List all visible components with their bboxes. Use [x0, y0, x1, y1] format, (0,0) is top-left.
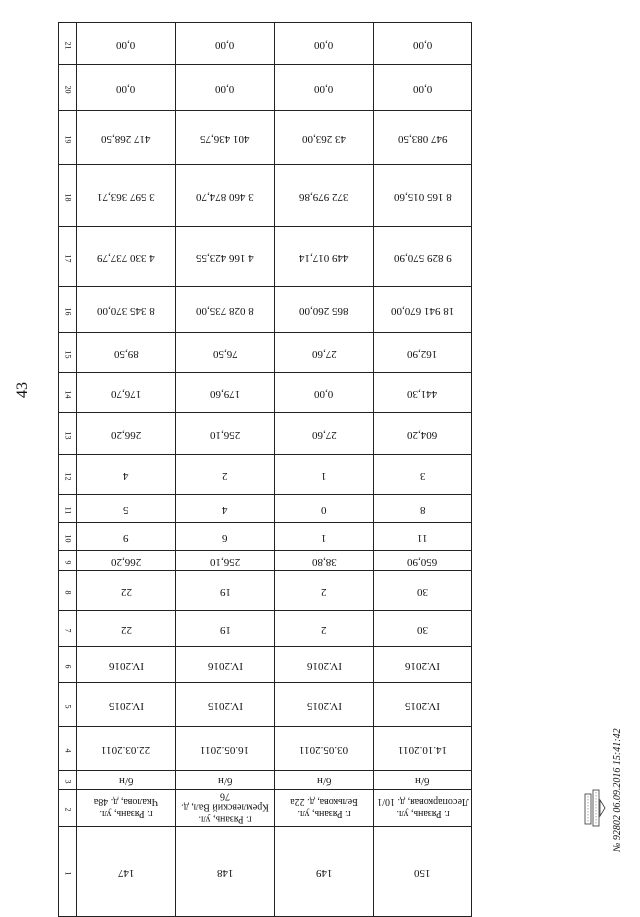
cell-value: IV.2015 — [207, 699, 243, 712]
table-cell — [374, 373, 472, 413]
column-number-cell — [59, 790, 77, 827]
cell-value: 2 — [321, 623, 327, 636]
table-cell — [77, 373, 176, 413]
cell-value: 22 — [120, 585, 132, 598]
table-cell — [275, 683, 374, 727]
table-cell — [275, 827, 374, 917]
cell-value: IV.2016 — [207, 659, 243, 672]
column-number-cell — [59, 413, 77, 455]
column-number: 13 — [63, 431, 72, 439]
column-number-cell — [59, 111, 77, 165]
table-row — [59, 23, 472, 65]
table-row — [59, 455, 472, 495]
cell-value: 4 330 737,79 — [97, 251, 155, 264]
table-cell — [77, 727, 176, 771]
table-cell — [176, 647, 275, 683]
table-cell — [275, 523, 374, 551]
table-row — [59, 111, 472, 165]
cell-value: 9 829 570,90 — [393, 251, 452, 264]
cell-value: IV.2015 — [108, 699, 144, 712]
table-cell — [77, 287, 176, 333]
table-cell — [275, 571, 374, 611]
table-cell — [275, 227, 374, 287]
cell-value: 865 260,00 — [299, 304, 349, 317]
table-cell — [77, 551, 176, 571]
table-row — [59, 165, 472, 227]
table-row — [59, 65, 472, 111]
cell-value: 256,10 — [209, 555, 241, 568]
cell-value: 18 941 670,00 — [390, 304, 455, 317]
table-cell — [275, 413, 374, 455]
column-number-cell — [59, 611, 77, 647]
table-cell — [275, 333, 374, 373]
cell-value: 947 083,50 — [397, 132, 448, 145]
table-cell — [176, 827, 275, 917]
cell-value: б/н — [118, 775, 134, 788]
table-row — [59, 771, 472, 790]
cell-value: 0,00 — [116, 38, 136, 51]
cell-value: 76,50 — [212, 347, 238, 360]
cell-value: 441,30 — [407, 387, 438, 400]
cell-value: 604,20 — [407, 428, 438, 441]
cell-value: 266,20 — [110, 555, 142, 568]
cell-value: 3 460 874,70 — [196, 190, 254, 203]
cell-value: 22.03.2011 — [101, 743, 151, 756]
column-number: 8 — [63, 590, 72, 594]
table-row — [59, 495, 472, 523]
column-number: 18 — [63, 193, 72, 201]
column-number: 3 — [63, 779, 72, 784]
column-number: 1 — [63, 871, 72, 875]
column-number-cell — [59, 771, 77, 790]
table-row — [59, 227, 472, 287]
cell-value: 14.10.2011 — [397, 743, 448, 756]
cell-value: 89,50 — [113, 347, 139, 360]
table-cell — [77, 523, 176, 551]
cell-value: 5 — [123, 503, 129, 516]
column-number: 10 — [63, 534, 72, 542]
cell-value: 27,60 — [311, 347, 337, 360]
table-cell — [374, 727, 472, 771]
table-cell — [275, 647, 374, 683]
column-number: 15 — [63, 350, 72, 358]
column-number: 16 — [63, 307, 72, 315]
table-cell — [77, 165, 176, 227]
cell-value: 4 — [222, 503, 228, 516]
table-cell — [275, 551, 374, 571]
cell-value: 0 — [321, 503, 327, 516]
table-cell — [176, 495, 275, 523]
table-cell — [77, 227, 176, 287]
table-row — [59, 683, 472, 727]
table-cell — [176, 551, 275, 571]
column-number: 19 — [63, 135, 72, 143]
table-row — [59, 611, 472, 647]
page-number: 43 — [14, 382, 31, 398]
table-cell — [77, 571, 176, 611]
column-number: 4 — [63, 748, 72, 752]
column-number: 11 — [62, 506, 72, 514]
address-text: г. Рязань, ул. Белькова, д. 22а — [290, 796, 358, 819]
cell-value: 0,00 — [116, 82, 136, 95]
cell-value: б/н — [415, 775, 430, 788]
cell-value: 11 — [417, 531, 428, 544]
cell-value: 8 — [419, 503, 426, 516]
table-cell — [176, 227, 275, 287]
table-row — [59, 523, 472, 551]
table-row — [59, 571, 472, 611]
cell-value: 1 — [321, 469, 327, 482]
table-row — [59, 827, 472, 917]
table-cell — [374, 571, 472, 611]
table-cell — [77, 647, 176, 683]
cell-value: 162,90 — [407, 347, 438, 360]
table-cell — [176, 287, 275, 333]
cell-value: IV.2015 — [405, 699, 440, 712]
cell-value: 650,90 — [407, 555, 438, 568]
table-cell — [176, 771, 275, 790]
table-cell — [77, 23, 176, 65]
cell-value: 0,00 — [412, 82, 433, 95]
cell-value: 2 — [222, 469, 228, 482]
cell-value: IV.2016 — [306, 659, 342, 672]
cell-value: 1 — [321, 531, 327, 544]
table-cell — [275, 495, 374, 523]
table-cell — [374, 23, 472, 65]
column-number-cell — [59, 455, 77, 495]
table-row — [59, 287, 472, 333]
table-row — [59, 413, 472, 455]
table-cell — [275, 771, 374, 790]
table-row — [59, 373, 472, 413]
cell-value: 8 345 370,00 — [97, 304, 155, 317]
table-cell — [275, 165, 374, 227]
table-cell — [275, 23, 374, 65]
table-cell — [275, 790, 374, 827]
cell-value: 4 166 423,55 — [196, 251, 254, 264]
cell-value: 43 263,00 — [302, 132, 346, 145]
table-cell — [77, 111, 176, 165]
column-number-cell — [59, 647, 77, 683]
cell-value: б/н — [316, 775, 332, 788]
column-number-cell — [59, 333, 77, 373]
column-number: 20 — [63, 85, 72, 93]
column-number-cell — [59, 571, 77, 611]
cell-value: 179,60 — [209, 387, 241, 400]
column-number-cell — [59, 523, 77, 551]
table-cell — [176, 333, 275, 373]
table-cell — [176, 373, 275, 413]
cell-value: 372 979,86 — [299, 190, 349, 203]
cell-value: б/н — [217, 775, 233, 788]
table-cell — [275, 65, 374, 111]
table-cell — [374, 165, 472, 227]
registry-stamp-text: № 92802 06.09.2016 15:41:42 — [612, 728, 623, 852]
table-cell — [176, 23, 275, 65]
table-cell — [374, 647, 472, 683]
column-number: 17 — [63, 254, 72, 262]
stamp-icon — [583, 786, 607, 830]
table-cell — [374, 111, 472, 165]
cell-value: 256,10 — [209, 428, 241, 441]
table-cell — [374, 333, 472, 373]
table-cell — [374, 65, 472, 111]
table-cell — [374, 611, 472, 647]
cell-value: 8 028 735,00 — [196, 304, 254, 317]
address-text: г. Рязань, ул. Кремлевский Вал, д. 76 — [181, 790, 269, 825]
cell-value: IV.2016 — [108, 659, 144, 672]
cell-value: IV.2016 — [405, 659, 440, 672]
column-number-cell — [59, 23, 77, 65]
cell-value: IV.2015 — [306, 699, 342, 712]
column-number-cell — [59, 227, 77, 287]
cell-value: 9 — [123, 531, 129, 544]
table-row — [59, 647, 472, 683]
table-cell — [176, 683, 275, 727]
table-cell — [374, 523, 472, 551]
cell-value: 30 — [417, 623, 428, 636]
cell-value: 449 017,14 — [299, 251, 349, 264]
column-number: 7 — [63, 628, 72, 632]
table-cell — [176, 571, 275, 611]
record-id: 147 — [117, 866, 135, 879]
table-cell — [176, 727, 275, 771]
table-cell — [275, 287, 374, 333]
column-number: 2 — [63, 807, 72, 812]
table-cell — [275, 111, 374, 165]
cell-value: 0,00 — [215, 82, 235, 95]
table-cell — [176, 165, 275, 227]
table-cell — [374, 413, 472, 455]
table-cell — [77, 333, 176, 373]
column-number-cell — [59, 373, 77, 413]
table-cell — [275, 611, 374, 647]
column-number: 6 — [63, 664, 72, 668]
record-id: 150 — [414, 866, 431, 879]
data-table — [58, 22, 472, 917]
table-cell — [374, 790, 472, 827]
cell-value: 2 — [321, 585, 327, 598]
address-text: г. Рязань, ул. Чкалова, д. 48а — [93, 796, 159, 819]
column-number-cell — [59, 551, 77, 571]
cell-value: 4 — [123, 469, 129, 482]
table-cell — [374, 683, 472, 727]
table-row — [59, 727, 472, 771]
cell-value: 266,20 — [110, 428, 142, 441]
table-cell — [77, 495, 176, 523]
cell-value: 8 165 015,60 — [393, 190, 452, 203]
record-id: 149 — [315, 866, 333, 879]
table-cell — [275, 455, 374, 495]
table-cell — [374, 227, 472, 287]
cell-value: 6 — [222, 531, 228, 544]
table-cell — [77, 455, 176, 495]
cell-value: 30 — [417, 585, 428, 598]
column-number-cell — [59, 727, 77, 771]
table-cell — [176, 65, 275, 111]
table-cell — [176, 111, 275, 165]
column-number-cell — [59, 65, 77, 111]
table-cell — [374, 287, 472, 333]
cell-value: 176,70 — [110, 387, 142, 400]
cell-value: 27,60 — [311, 428, 337, 441]
table-cell — [176, 790, 275, 827]
cell-value: 3 — [419, 469, 426, 482]
table-cell — [77, 790, 176, 827]
cell-value: 19 — [219, 623, 231, 636]
column-number-cell — [59, 495, 77, 523]
table-cell — [176, 413, 275, 455]
table-cell — [275, 373, 374, 413]
column-number-cell — [59, 827, 77, 917]
table-cell — [275, 727, 374, 771]
column-number-cell — [59, 165, 77, 227]
column-number: 5 — [63, 704, 72, 708]
table-row — [59, 333, 472, 373]
column-number-cell — [59, 683, 77, 727]
cell-value: 19 — [219, 585, 231, 598]
column-number-cell — [59, 287, 77, 333]
table-cell — [374, 827, 472, 917]
cell-value: 16.05.2011 — [200, 743, 250, 756]
cell-value: 03.05.2011 — [299, 743, 349, 756]
table-cell — [176, 455, 275, 495]
cell-value: 401 436,75 — [200, 132, 250, 145]
table-row — [59, 551, 472, 571]
table-cell — [77, 611, 176, 647]
table-cell — [77, 413, 176, 455]
table-cell — [374, 551, 472, 571]
cell-value: 0,00 — [314, 387, 334, 400]
cell-value: 0,00 — [314, 82, 334, 95]
cell-value: 3 597 363,71 — [97, 190, 155, 203]
table-cell — [374, 495, 472, 523]
cell-value: 38,80 — [311, 555, 337, 568]
record-id: 148 — [216, 866, 234, 879]
table-cell — [176, 523, 275, 551]
table-cell — [374, 771, 472, 790]
cell-value: 0,00 — [412, 38, 433, 51]
cell-value: 22 — [120, 623, 132, 636]
cell-value: 417 268,50 — [101, 132, 151, 145]
column-number: 14 — [63, 390, 72, 398]
table-cell — [374, 455, 472, 495]
table-row — [59, 790, 472, 827]
column-number: 21 — [63, 41, 72, 49]
cell-value: 0,00 — [215, 38, 235, 51]
table-cell — [77, 683, 176, 727]
cell-value: 0,00 — [314, 38, 334, 51]
table-cell — [77, 827, 176, 917]
column-number: 12 — [63, 472, 72, 480]
column-number: 9 — [63, 560, 72, 564]
address-text: г. Рязань, ул. Лесопарковая, д. 10/1 — [376, 796, 469, 819]
table-cell — [176, 611, 275, 647]
table-cell — [77, 65, 176, 111]
table-cell — [77, 771, 176, 790]
